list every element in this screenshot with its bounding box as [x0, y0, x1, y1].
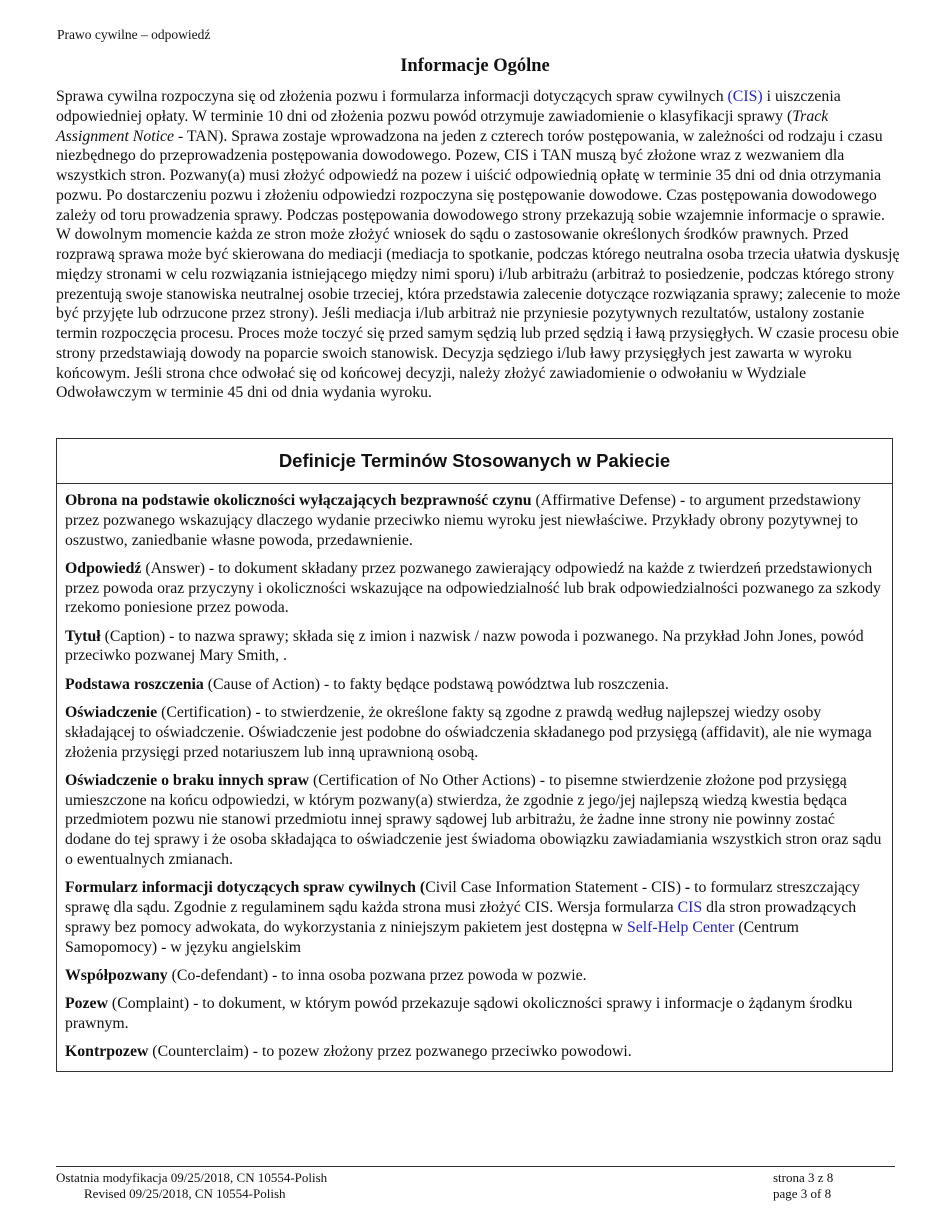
definition-text: Civil Case Information Statement - CIS) [425, 879, 685, 897]
definition-no-other-actions [65, 771, 884, 870]
self-help-center-link[interactable]: Self-Help Center [626, 918, 735, 936]
definition-text: (Certification) - to stwierdzenie, że określone fakty są zgodne z prawdą według najlepszej wiedzy osoby składającej to oświadczenie. Oświadczenie jest podobne do oświadczenia składanego pod przysięgą (affidavit), ale nie wymaga złożenia przysięgi przed notariuszem lub inną uprawnioną osobą. [65, 704, 872, 761]
definition-text: dla stron prowadzących sprawy bez pomocy adwokata, do wykorzystania z niniejszym pakietem jest dostępna w [65, 899, 857, 936]
footer-left [56, 1170, 327, 1202]
definition-co-defendant [65, 966, 884, 986]
definition-dash: - [684, 879, 691, 897]
definition-term: Kontrpozew [65, 1043, 149, 1061]
definition-certification [65, 703, 884, 762]
definitions-title: Definicje Terminów Stosowanych w Pakiecie [57, 439, 892, 484]
definition-cause-of-action [65, 675, 884, 695]
definition-text: (Complaint) - to dokument, w którym powód przekazuje sądowi okoliczności sprawy i informacje o żądanym środku prawnym. [65, 995, 853, 1032]
intro-text-1: Sprawa cywilna rozpoczyna się od złożenia pozwu i formularza informacji dotyczących spraw cywilnych [56, 88, 728, 105]
footer-divider [56, 1166, 895, 1167]
intro-text-3: - TAN). Sprawa zostaje wprowadzona na jeden z czterech torów postępowania, w zależności od rodzaju i czasu niezbędnego do przeprowadzenia postępowania dowodowego. Pozew, CIS i TAN muszą być złożone wraz z wezwaniem dla wszystkich stron. Pozwany(a) musi złożyć odpowiedź na pozew i uiścić odpowiednią opłatę w terminie 35 dni od dnia otrzymania pozwu. Po dostarczeniu pozwu i złożeniu odpowiedzi rozpoczyna się postępowanie dowodowe. Czas postępowania dowodowego zależy od toru prowadzenia sprawy. Podczas postępowania dowodowego strony przekazują sobie wzajemnie informacje o sprawie. W dowolnym momencie każda ze stron może złożyć wniosek do sądu o zastosowanie określonych środków prawnych. Przed rozprawą sprawa może być skierowana do mediacji (mediacja to spotkanie, podczas którego neutralna osoba trzecia ułatwia dyskusję między stronami w celu rozwiązania istniejącego między nimi sporu) i/lub arbitrażu (arbitraż to posiedzenie, podczas którego strony prezentują swoje stanowiska neutralnej osobie trzeciej, która przedstawia zalecenie dotyczące rozwiązania sprawy; zalecenie to może być przyjęte lub odrzucone przez strony). Jeśli mediacja i/lub arbitraż nie przyniesie pozytywnych rezultatów, ustalony zostanie termin rozpoczęcia procesu. Proces może toczyć się przed samym sędzią lub przed sędzią i ławą przysięgłych. W czasie procesu obie strony przedstawiają dowody na poparcie swoich stanowisk. Decyzja sędziego i/lub ławy przysięgłych jest zawarta w wyroku końcowym. Jeśli strona chce odwołać się od końcowej decyzji, należy złożyć zawiadomienie o odwołaniu w Wydziale Odwoławczym w terminie 45 dni od dnia wydania wyroku. [56, 127, 901, 402]
definition-text: (Co-defendant) - to inna osoba pozwana przez powoda w pozwie. [167, 966, 587, 984]
page-number-polish: strona 3 z 8 [773, 1170, 834, 1185]
running-header: Prawo cywilne – odpowiedź [57, 27, 211, 42]
definition-term: Pozew [65, 995, 108, 1013]
definition-text: (Cause of Action) - to fakty będące podstawą powództwa lub roszczenia. [203, 675, 669, 693]
definition-text: (Certification of No Other Actions) - to pisemne stwierdzenie złożone pod przysięgą umieszczone na końcu odpowiedzi, w którym pozwany(a) stwierdza, że zgodnie z jego/jej najlepszą wiedzą kwestia będąca przedmiotem pozwu nie stanowi przedmiotu innej sprawy sądowej lub arbitrażu, że żadne inne strony nie powinny zostać dodane do tej sprawy i że osoba składająca to oświadczenie jest świadoma obowiązku zawiadamiania wszystkich stron oraz sądu o ewentualnych zmianach. [65, 771, 882, 868]
definition-text: (Affirmative Defense) - to argument przedstawiony przez pozwanego wskazujący dlaczego wydanie przeciwko niemu wyroku jest niewłaściwe. Przykłady obrony pozytywnej to oszustwo, zaniedbanie własne powoda, przedawnienie. [65, 492, 861, 549]
definition-answer [65, 559, 884, 618]
definition-term: Tytuł [65, 627, 101, 645]
definition-term: Odpowiedź [65, 559, 142, 577]
definitions-box [56, 438, 893, 1072]
intro-text-2: i uiszczenia odpowiedniej opłaty. W terminie 10 dni od złożenia pozwu powód otrzymuje zawiadomienie o klasyfikacji sprawy ( [56, 88, 841, 125]
cis-form-link[interactable]: CIS [677, 899, 703, 917]
definition-text: to formularz streszczający sprawę dla sądu. Zgodnie z regulaminem sądu każda strona musi złożyć CIS. Wersja formularza [65, 879, 860, 917]
definition-text: (Caption) - to nazwa sprawy; składa się z imion i nazwisk / nazw powoda i pozwanego. Na przykład John Jones, powód przeciwko pozwanej Mary Smith, . [65, 627, 864, 665]
definition-complaint [65, 994, 884, 1034]
definition-term: Formularz informacji dotyczących spraw cywilnych ( [65, 879, 426, 897]
tan-italic: Track Assignment Notice [56, 107, 829, 145]
footer-right [773, 1170, 833, 1202]
definition-term: Oświadczenie o braku innych spraw [65, 771, 310, 789]
page-number-english: page 3 of 8 [773, 1186, 832, 1201]
intro-paragraph [56, 87, 901, 403]
footer-revision-polish: Ostatnia modyfikacja 09/25/2018, CN 10554-Polish [56, 1170, 328, 1185]
footer-revision-english: Revised 09/25/2018, CN 10554-Polish [84, 1186, 286, 1201]
definition-term: Współpozwany [65, 966, 168, 984]
definition-term: Obrona na podstawie okoliczności wyłączających bezprawność czynu [65, 492, 532, 509]
cis-link[interactable]: (CIS) [727, 88, 763, 105]
definition-text: (Answer) - to dokument składany przez pozwanego zawierający odpowiedź na każde z twierdzeń przedstawionych przez powoda oraz przyczyny i okoliczności wskazujące na odpowiedzialność lub brak odpowiedzialności pozwanego za szkody rzekomo poniesione przez powoda. [65, 559, 881, 617]
definition-text: (Centrum Samopomocy) - w języku angielskim [65, 918, 799, 956]
section-title: Informacje Ogólne [400, 56, 550, 76]
definition-affirmative-defense [65, 491, 884, 550]
definition-counterclaim [65, 1042, 884, 1062]
definitions-list [57, 484, 892, 1062]
definition-caption [65, 627, 884, 667]
definition-cis [65, 878, 884, 957]
definition-term: Oświadczenie [65, 704, 158, 722]
definition-text: (Counterclaim) - to pozew złożony przez pozwanego przeciwko powodowi. [148, 1043, 632, 1061]
definition-term: Podstawa roszczenia [65, 675, 204, 693]
